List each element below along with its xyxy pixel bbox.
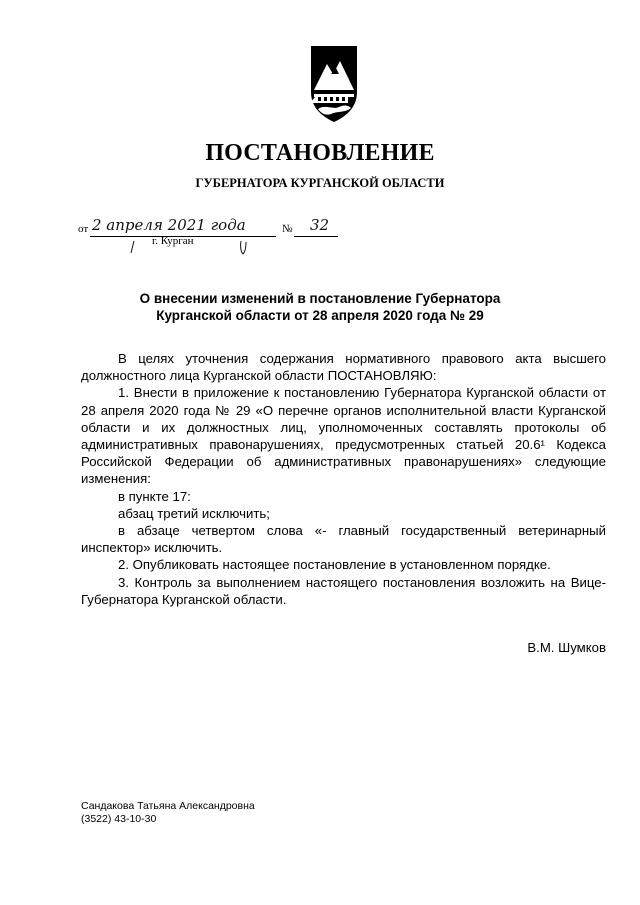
paragraph-subitem: в пункте 17: bbox=[118, 488, 191, 504]
heading-line: О внесении изменений в постановление Губернатора bbox=[139, 291, 501, 306]
paragraph-item-3: 3. Контроль за выполнением настоящего постановления возложить на Вице-Губернатора Курганской области. bbox=[81, 574, 606, 607]
handwritten-number: 32 bbox=[310, 216, 330, 234]
handwriting-stroke bbox=[238, 241, 248, 255]
document-title: ПОСТАНОВЛЕНИЕ bbox=[205, 140, 435, 166]
document-body bbox=[81, 350, 606, 608]
footer-contact bbox=[81, 800, 255, 826]
paragraph-item-2: 2. Опубликовать настоящее постановление в установленном порядке. bbox=[118, 557, 551, 573]
date-prefix: от bbox=[78, 223, 89, 235]
paragraph-preamble: В целях уточнения содержания нормативного правового акта высшего должностного лица Курганской области ПОСТАНОВЛЯЮ: bbox=[81, 351, 606, 384]
footer-name: Сандакова Татьяна Александровна bbox=[81, 800, 255, 812]
paragraph-subitem: в абзаце четвертом слова «- главный государственный ветеринарный инспектор» исключить. bbox=[81, 523, 606, 556]
paragraph-item-1: 1. Внести в приложение к постановлению Губернатора Курганской области от 28 апреля 2020 года № 29 «О перечне органов исполнительной власти Курганской области и их должностных лиц, уполномоченных составлять протоколы об административных правонарушениях, предусмотренных статьей 20.6¹ Кодекса Российской Федерации об административных правонарушениях» следующие изменения: bbox=[81, 385, 606, 487]
city-label: г. Курган bbox=[152, 235, 194, 247]
coat-of-arms-icon bbox=[309, 44, 359, 124]
paragraph-subitem: абзац третий исключить; bbox=[118, 505, 270, 521]
footer-phone: (3522) 43-10-30 bbox=[81, 813, 157, 825]
handwriting-stroke bbox=[128, 241, 138, 253]
number-underline bbox=[294, 236, 338, 237]
document-subtitle: ГУБЕРНАТОРА КУРГАНСКОЙ ОБЛАСТИ bbox=[195, 176, 445, 190]
handwritten-date: 2 апреля 2021 года bbox=[92, 216, 246, 234]
signature: В.М. Шумков bbox=[527, 640, 606, 655]
number-sign: № bbox=[282, 223, 293, 235]
date-line bbox=[78, 214, 358, 260]
document-heading bbox=[0, 290, 640, 324]
heading-line: Курганской области от 28 апреля 2020 года № 29 bbox=[156, 308, 484, 323]
